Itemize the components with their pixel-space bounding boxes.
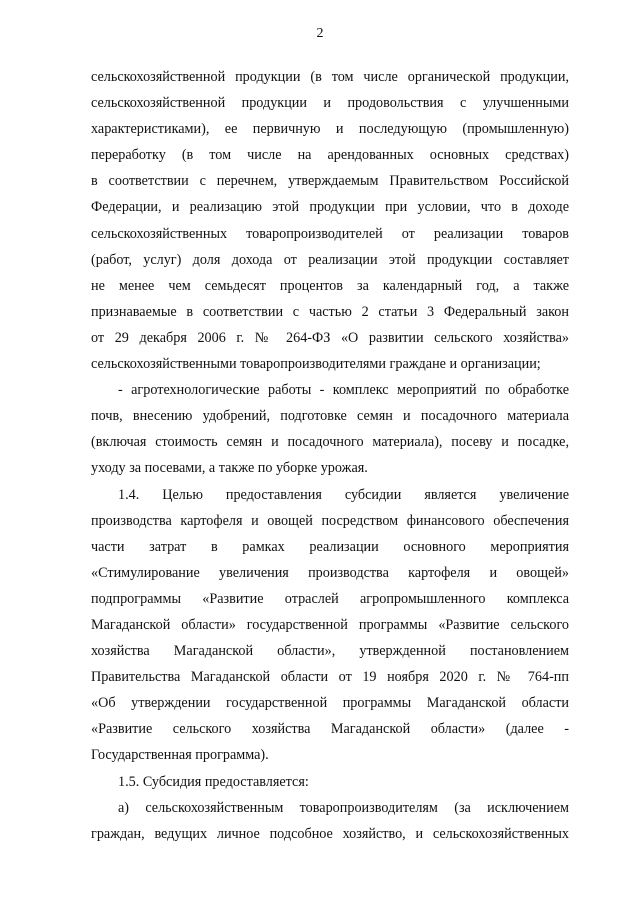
text-line: хозяйства Магаданской области», утвержденной постановлением — [91, 643, 569, 660]
text-line: 1.4. Целью предоставления субсидии является увеличение — [118, 486, 569, 503]
text-line: уходу за посевами, а также по уборке урожая. — [91, 460, 368, 477]
text-line: - агротехнологические работы - комплекс мероприятий по обработке — [118, 382, 569, 399]
text-line: производства картофеля и овощей посредством финансового обеспечения — [91, 512, 569, 529]
text-line: от 29 декабря 2006 г. № 264-ФЗ «О развитии сельского хозяйства» — [91, 329, 569, 346]
text-line: в соответствии с перечнем, утверждаемым Правительством Российской — [91, 173, 569, 190]
text-line: переработку (в том числе на арендованных основных средствах) — [91, 147, 569, 164]
text-line: сельскохозяйственными товаропроизводителями граждане и организации; — [91, 356, 541, 373]
text-line: (работ, услуг) доля дохода от реализации этой продукции составляет — [91, 251, 569, 268]
text-line: сельскохозяйственной продукции (в том числе органической продукции, — [91, 69, 569, 85]
text-line: сельскохозяйственных товаропроизводителей от реализации товаров — [91, 225, 569, 242]
text-line: «Об утверждении государственной программы Магаданской области — [91, 695, 569, 712]
text-line: не менее чем семьдесят процентов за календарный год, а также — [91, 277, 569, 294]
text-line: сельскохозяйственной продукции и продовольствия с улучшенными — [91, 95, 569, 112]
text-line: характеристиками), ее первичную и последующую (промышленную) — [91, 121, 569, 138]
page-number: 2 — [316, 26, 324, 41]
text-line: «Развитие сельского хозяйства Магаданской области» (далее - — [91, 721, 569, 738]
document-body — [91, 64, 569, 847]
text-line: подпрограммы «Развитие отраслей агропромышленного комплекса — [91, 590, 569, 607]
text-line: 1.5. Субсидия предоставляется: — [118, 773, 309, 790]
text-line: а) сельскохозяйственным товаропроизводителям (за исключением — [118, 799, 569, 816]
text-line: почв, внесению удобрений, подготовке семян и посадочного материала — [91, 408, 569, 425]
text-line: граждан, ведущих личное подсобное хозяйство, и сельскохозяйственных — [91, 825, 569, 842]
text-line: Федерации, и реализацию этой продукции при условии, что в доходе — [91, 199, 569, 216]
text-line: части затрат в рамках реализации основного мероприятия — [91, 538, 569, 555]
text-line: (включая стоимость семян и посадочного материала), посеву и посадке, — [91, 434, 569, 451]
text-line: Правительства Магаданской области от 19 ноября 2020 г. № 764-пп — [91, 669, 569, 686]
text-line: признаваемые в соответствии с частью 2 статьи 3 Федеральный закон — [91, 303, 569, 320]
text-line: Магаданской области» государственной программы «Развитие сельского — [91, 616, 569, 633]
text-line: «Стимулирование увеличения производства картофеля и овощей» — [91, 564, 569, 581]
text-line: Государственная программа). — [91, 747, 269, 764]
